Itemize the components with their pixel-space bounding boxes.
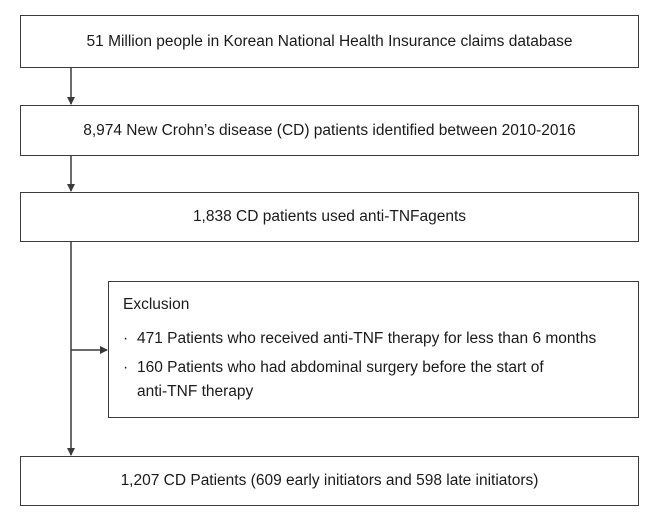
step-box-anti-tnf-users <box>20 192 639 242</box>
exclusion-item <box>123 327 596 351</box>
exclusion-item-text: 160 Patients who had abdominal surgery before the start of <box>137 359 544 376</box>
exclusion-item <box>123 356 544 404</box>
step-box-final-cohort <box>20 456 639 506</box>
bullet: · <box>123 330 129 347</box>
exclusion-box <box>108 281 639 418</box>
step-text: 1,207 CD Patients (609 early initiators and 598 late initiators) <box>120 472 539 489</box>
exclusion-item-text-continued: anti-TNF therapy <box>137 383 254 400</box>
step-text: 1,838 CD patients used anti-TNFagents <box>192 208 467 225</box>
step-box-total-population <box>20 15 639 68</box>
exclusion-title: Exclusion <box>123 296 190 313</box>
exclusion-item-text: 471 Patients who received anti-TNF therapy for less than 6 months <box>137 330 597 347</box>
step-text: 8,974 New Crohn’s disease (CD) patients identified between 2010-2016 <box>83 121 576 139</box>
step-text: 51 Million people in Korean National Health Insurance claims database <box>86 32 573 50</box>
bullet: · <box>123 359 129 376</box>
step-box-new-cd-patients <box>20 105 639 156</box>
